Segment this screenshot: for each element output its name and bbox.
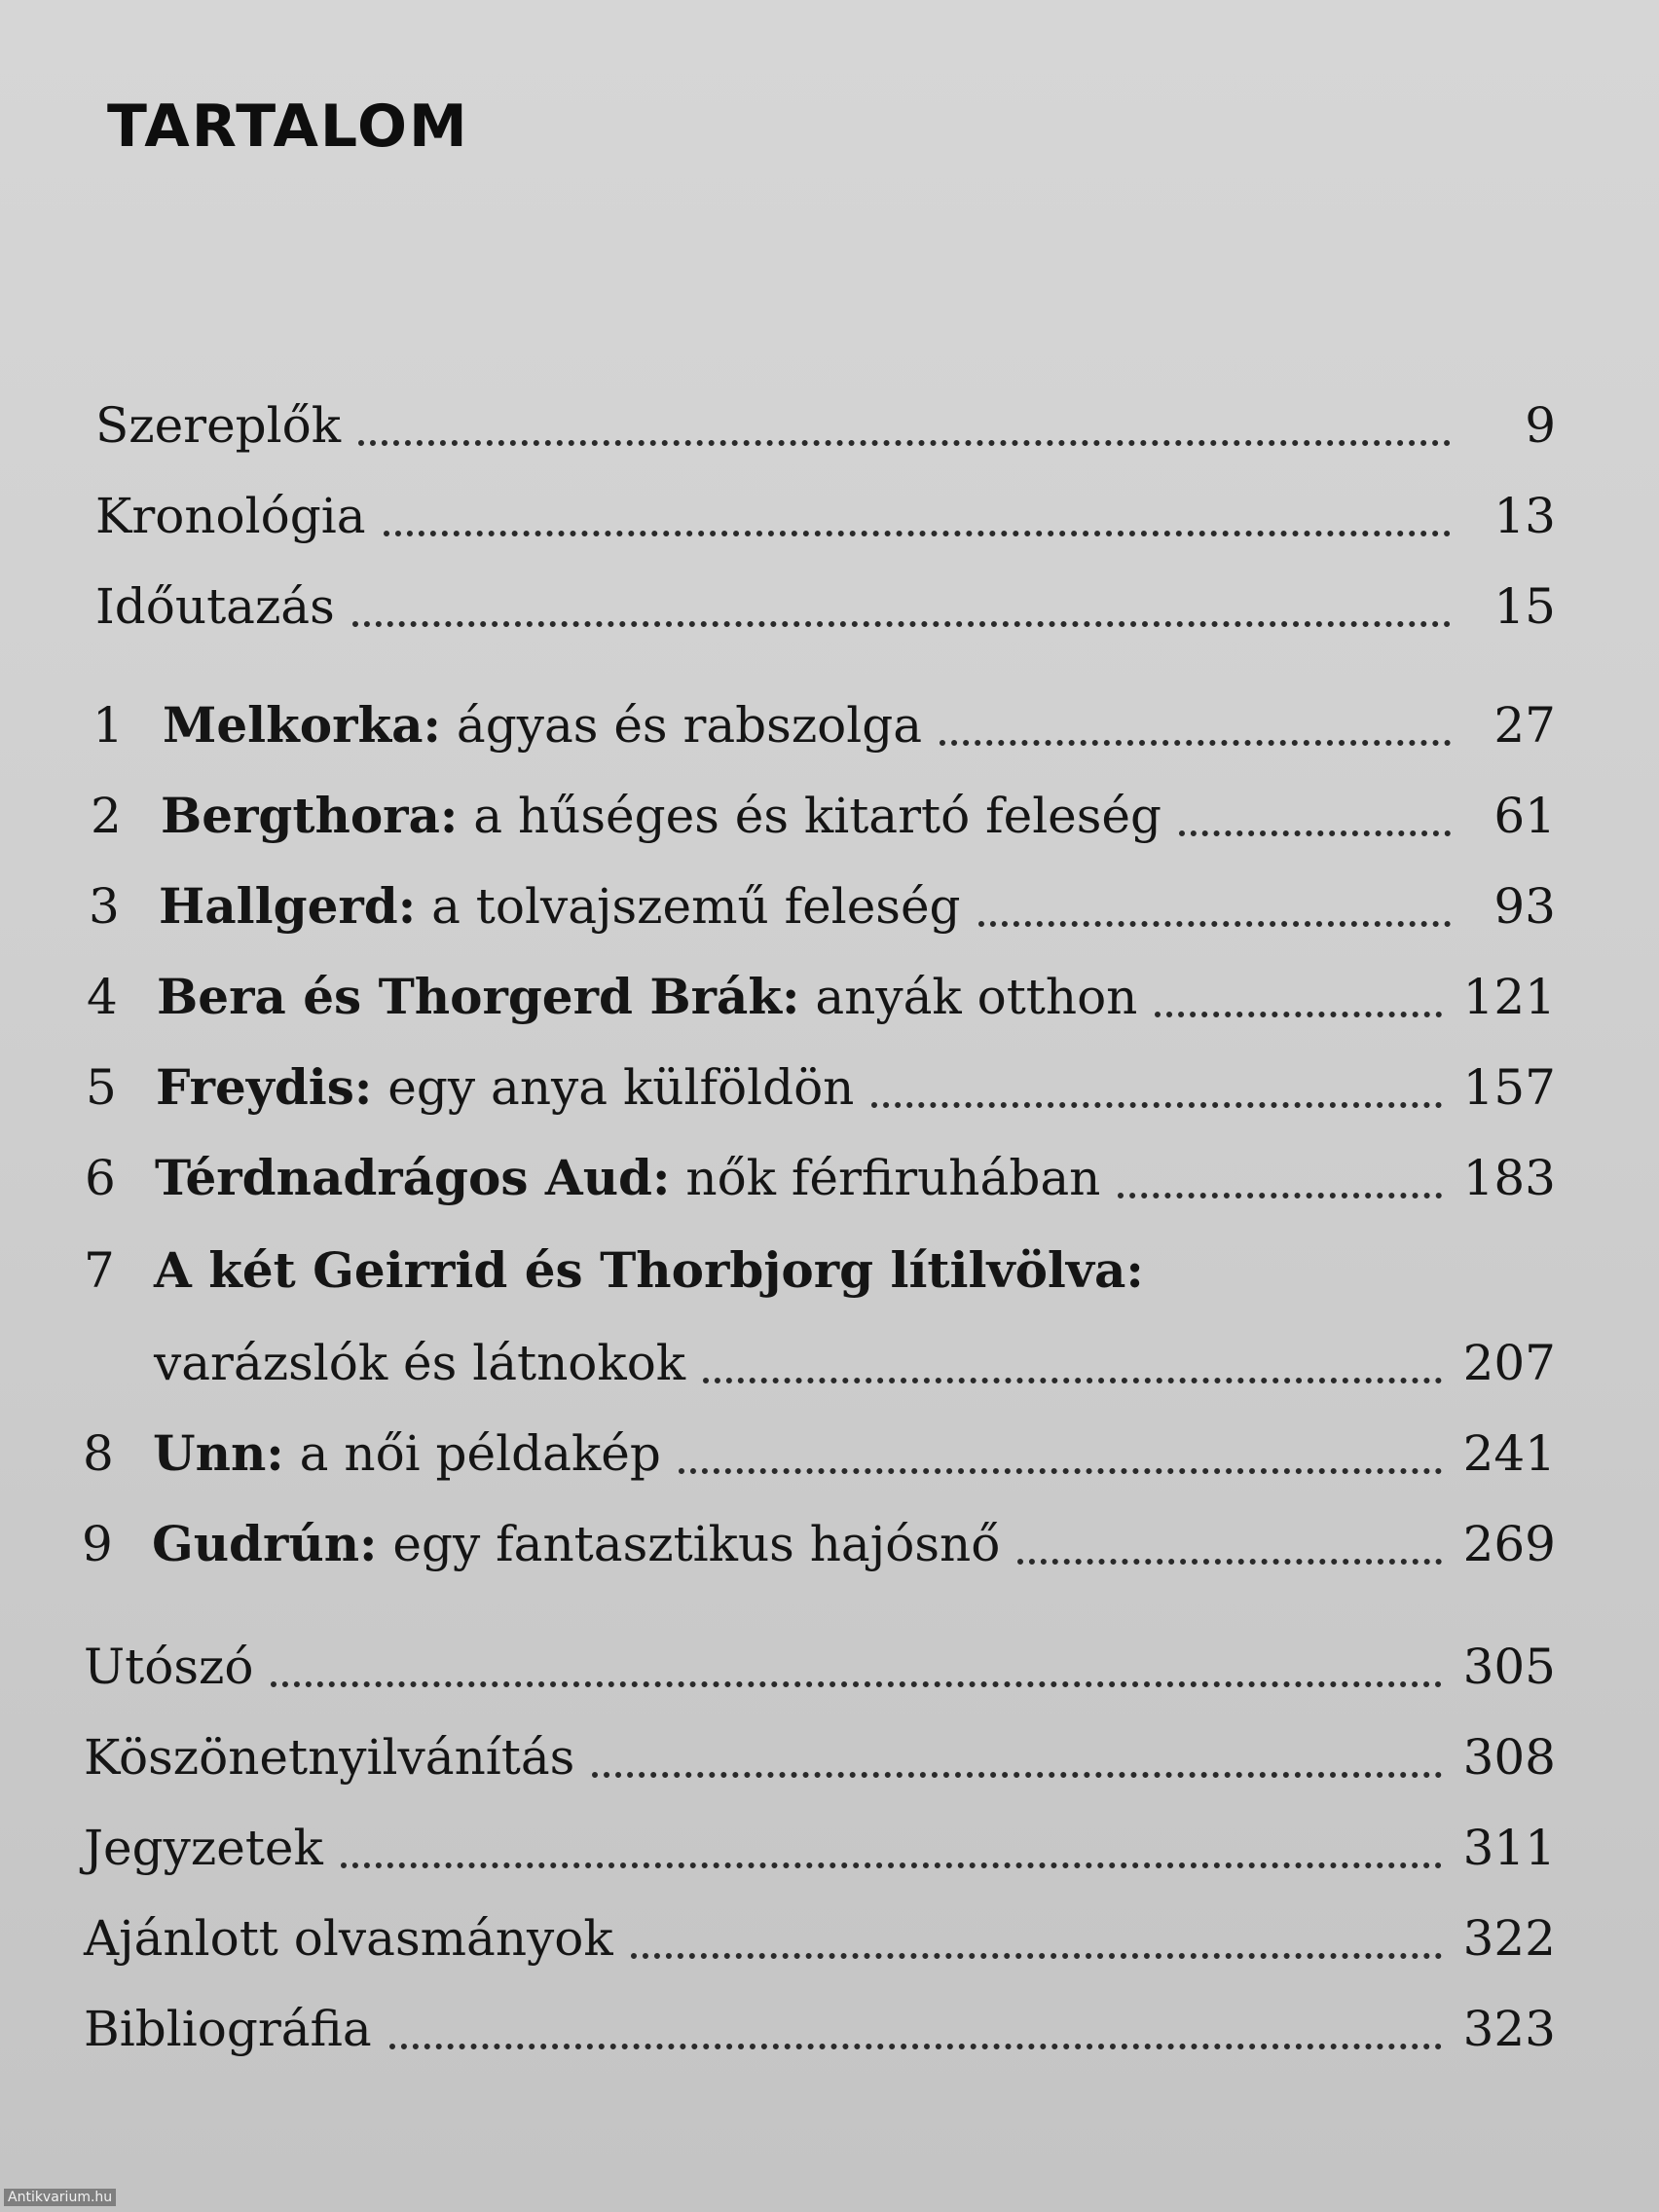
chapter-subtitle: a tolvajszemű feleség [416, 878, 961, 935]
dot-leader [631, 1953, 1442, 1959]
page-number: 15 [1493, 578, 1556, 635]
page-number: 308 [1462, 1729, 1556, 1786]
entry-title: Utószó [84, 1639, 254, 1695]
page-number: 61 [1493, 788, 1556, 844]
chapter-subtitle: nők férfiruhában [670, 1150, 1101, 1206]
dot-leader [940, 740, 1451, 746]
chapter-number: 1 [92, 697, 124, 754]
chapter-name: Freydis: [156, 1058, 373, 1116]
chapter-title [155, 1149, 1101, 1206]
page-number: 305 [1462, 1639, 1556, 1695]
chapter-title [161, 787, 1162, 844]
dot-leader [679, 1468, 1442, 1474]
page-number: 121 [1462, 969, 1556, 1025]
chapter-entry[interactable] [85, 1124, 1556, 1206]
chapter-entry[interactable] [89, 853, 1556, 935]
page-number: 93 [1493, 878, 1556, 935]
toc-entry[interactable] [95, 372, 1556, 454]
page-number: 322 [1462, 1910, 1556, 1967]
chapter-number: 7 [84, 1242, 115, 1299]
dot-leader [358, 440, 1451, 446]
chapter-subtitle: egy fantasztikus hajósnő [377, 1516, 1001, 1572]
chapter-title [152, 1515, 1001, 1572]
chapter-name: Gudrún: [152, 1515, 378, 1572]
chapter-title [163, 696, 923, 754]
chapter-subtitle: varázslók és látnokok [154, 1335, 686, 1391]
entry-title: Időutazás [95, 578, 335, 635]
chapter-number: 2 [91, 788, 122, 844]
chapter-name: A két Geirrid és Thorbjorg lítilvölva: [154, 1241, 1144, 1299]
chapter-number: 3 [89, 878, 120, 935]
page-number: 323 [1462, 2001, 1556, 2057]
dot-leader [703, 1378, 1441, 1383]
chapter-name: Bergthora: [161, 787, 459, 844]
entry-title: Ajánlott olvasmányok [84, 1910, 613, 1967]
dot-leader [1118, 1193, 1441, 1198]
toc-entry[interactable] [84, 1885, 1556, 1967]
page-number: 13 [1493, 488, 1556, 544]
toc-entry[interactable] [84, 1794, 1556, 1876]
dot-leader [1017, 1559, 1441, 1565]
chapter-number: 4 [87, 969, 118, 1025]
dot-leader [384, 531, 1451, 536]
toc-entry[interactable] [84, 1704, 1556, 1786]
chapter-entry[interactable] [82, 1491, 1556, 1572]
entry-title: Szereplők [95, 397, 342, 454]
page-number: 269 [1462, 1516, 1556, 1572]
entry-title: Köszönetnyilvánítás [84, 1729, 575, 1786]
chapter-subtitle: a hűséges és kitartó feleség [458, 788, 1162, 844]
chapter-subtitle: ágyas és rabszolga [441, 697, 923, 754]
chapter-name: Térdnadrágos Aud: [155, 1149, 671, 1206]
chapter-subtitle: a női példakép [283, 1425, 661, 1482]
chapter-entry[interactable] [86, 1034, 1556, 1116]
dot-leader [389, 2044, 1442, 2049]
entry-title: Jegyzetek [84, 1820, 323, 1876]
chapter-title [159, 877, 961, 935]
chapter-name: Hallgerd: [159, 877, 417, 935]
dot-leader [352, 621, 1451, 627]
chapter-entry[interactable] [92, 672, 1556, 754]
dot-leader [871, 1102, 1441, 1108]
page-number: 207 [1462, 1335, 1556, 1391]
chapter-title [156, 1058, 855, 1116]
watermark-text: Antikvarium.hu [4, 2189, 116, 2206]
toc-entry[interactable] [95, 553, 1556, 635]
chapter-title [157, 968, 1138, 1025]
dot-leader [271, 1681, 1441, 1687]
chapter-entry[interactable] [91, 762, 1556, 844]
chapter-title [153, 1424, 661, 1482]
chapter-number: 6 [85, 1150, 116, 1206]
chapter-entry[interactable] [83, 1400, 1556, 1482]
chapter-name: Melkorka: [163, 696, 441, 754]
chapter-title [154, 1241, 1144, 1299]
page-number: 9 [1525, 397, 1556, 454]
page-number: 157 [1462, 1059, 1556, 1116]
toc-entry[interactable] [95, 462, 1556, 544]
chapter-entry[interactable] [84, 1217, 1556, 1299]
chapter-entry-continuation[interactable] [154, 1309, 1556, 1391]
toc-entry[interactable] [84, 1613, 1556, 1695]
page-number: 183 [1462, 1150, 1556, 1206]
dot-leader [592, 1772, 1441, 1778]
chapter-name: Bera és Thorgerd Brák: [157, 968, 800, 1025]
dot-leader [1179, 830, 1451, 836]
chapter-subtitle: anyák otthon [799, 969, 1138, 1025]
entry-title: Bibliográfia [84, 2001, 372, 2057]
dot-leader [1155, 1012, 1441, 1017]
entry-title: Kronológia [95, 488, 366, 544]
dot-leader [978, 921, 1451, 927]
page-number: 27 [1493, 697, 1556, 754]
dot-leader [341, 1862, 1442, 1868]
toc-entry[interactable] [84, 1975, 1556, 2057]
chapter-subtitle: egy anya külföldön [372, 1059, 855, 1116]
chapter-name: Unn: [153, 1424, 284, 1482]
chapter-number: 8 [83, 1425, 114, 1482]
page-number: 241 [1462, 1425, 1556, 1482]
page-number: 311 [1462, 1820, 1556, 1876]
chapter-entry[interactable] [87, 943, 1556, 1025]
toc-heading: TARTALOM [107, 92, 469, 161]
chapter-number: 9 [82, 1516, 113, 1572]
chapter-number: 5 [86, 1059, 117, 1116]
